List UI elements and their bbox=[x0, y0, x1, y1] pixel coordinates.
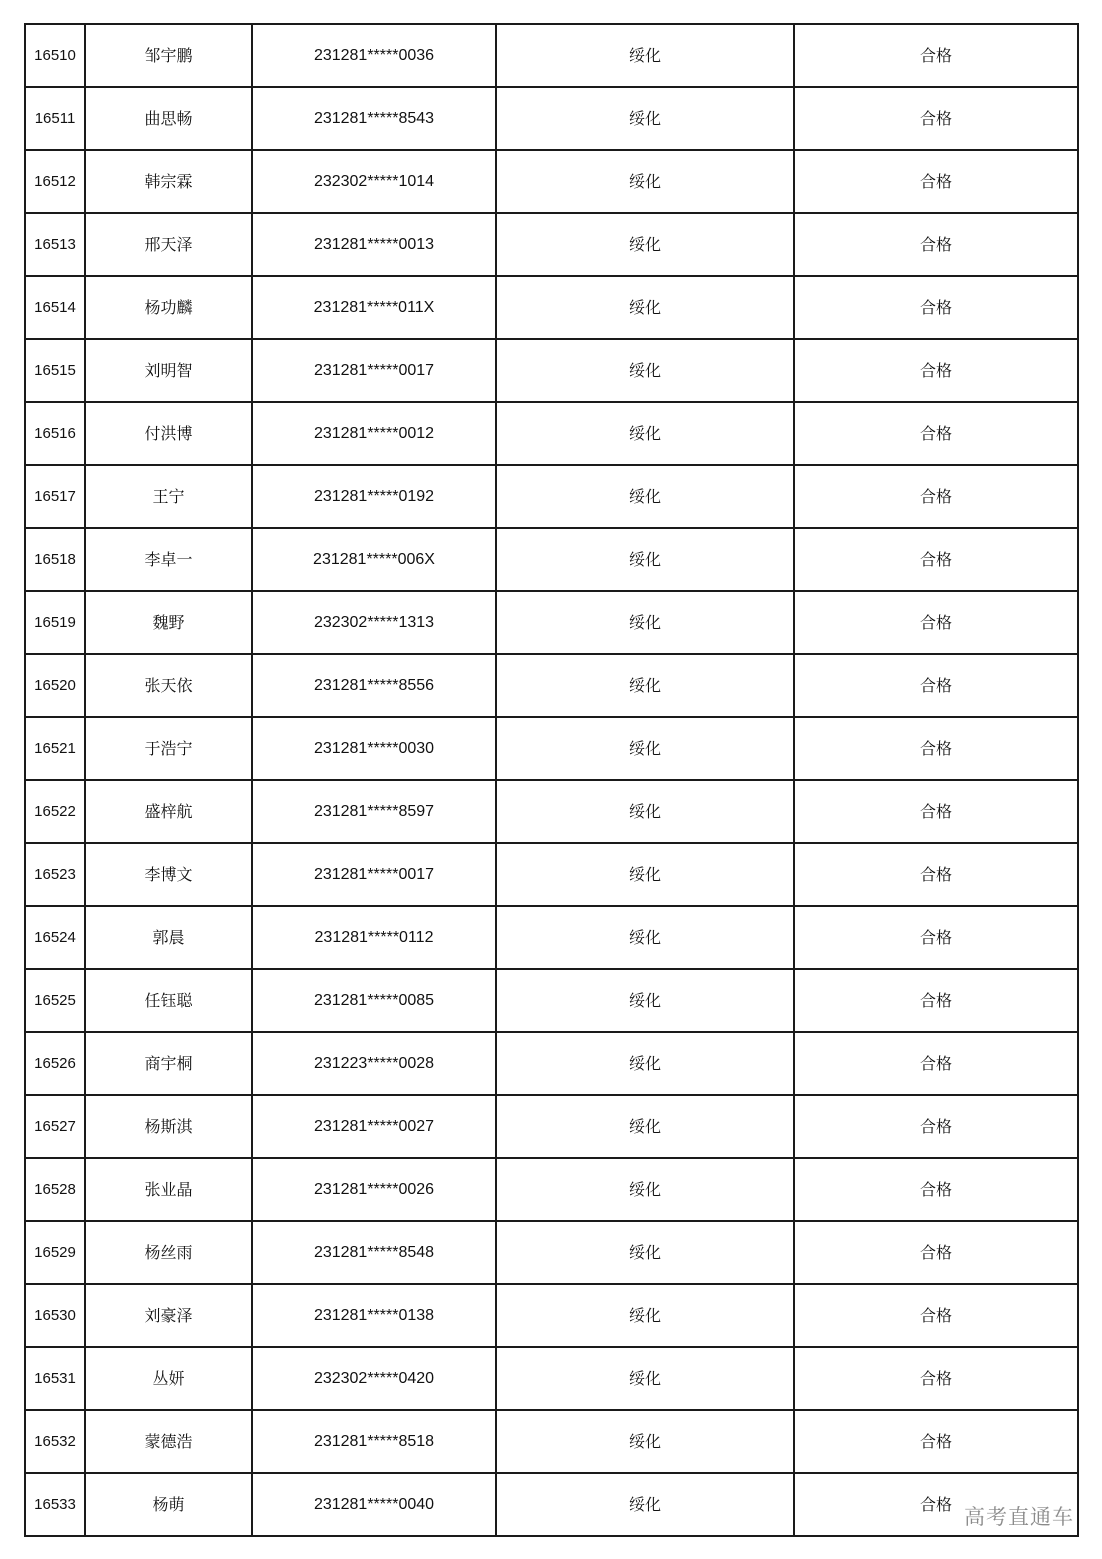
id-number-cell: 231223*****0028 bbox=[252, 1032, 496, 1095]
name-cell: 于浩宁 bbox=[85, 717, 252, 780]
result-cell: 合格 bbox=[794, 969, 1078, 1032]
name-cell: 杨功麟 bbox=[85, 276, 252, 339]
id-number-cell: 231281*****011X bbox=[252, 276, 496, 339]
name-cell: 李卓一 bbox=[85, 528, 252, 591]
city-cell: 绥化 bbox=[496, 780, 794, 843]
id-number-cell: 232302*****1313 bbox=[252, 591, 496, 654]
serial-number-cell: 16529 bbox=[25, 1221, 85, 1284]
serial-number-cell: 16520 bbox=[25, 654, 85, 717]
serial-number-cell: 16524 bbox=[25, 906, 85, 969]
name-cell: 刘豪泽 bbox=[85, 1284, 252, 1347]
name-cell: 张天依 bbox=[85, 654, 252, 717]
table-row bbox=[25, 1473, 1078, 1536]
table-row bbox=[25, 780, 1078, 843]
roster-sheet bbox=[24, 23, 1077, 1537]
city-cell: 绥化 bbox=[496, 1095, 794, 1158]
serial-number-cell: 16526 bbox=[25, 1032, 85, 1095]
serial-number-cell: 16523 bbox=[25, 843, 85, 906]
id-number-cell: 231281*****0112 bbox=[252, 906, 496, 969]
result-cell: 合格 bbox=[794, 24, 1078, 87]
table-row bbox=[25, 87, 1078, 150]
name-cell: 丛妍 bbox=[85, 1347, 252, 1410]
id-number-cell: 231281*****8518 bbox=[252, 1410, 496, 1473]
result-cell: 合格 bbox=[794, 1032, 1078, 1095]
city-cell: 绥化 bbox=[496, 591, 794, 654]
city-cell: 绥化 bbox=[496, 1032, 794, 1095]
name-cell: 郭晨 bbox=[85, 906, 252, 969]
id-number-cell: 231281*****0138 bbox=[252, 1284, 496, 1347]
serial-number-cell: 16518 bbox=[25, 528, 85, 591]
name-cell: 杨斯淇 bbox=[85, 1095, 252, 1158]
serial-number-cell: 16514 bbox=[25, 276, 85, 339]
table-row bbox=[25, 213, 1078, 276]
id-number-cell: 231281*****0085 bbox=[252, 969, 496, 1032]
name-cell: 张业晶 bbox=[85, 1158, 252, 1221]
name-cell: 蒙德浩 bbox=[85, 1410, 252, 1473]
city-cell: 绥化 bbox=[496, 906, 794, 969]
serial-number-cell: 16513 bbox=[25, 213, 85, 276]
id-number-cell: 231281*****0192 bbox=[252, 465, 496, 528]
city-cell: 绥化 bbox=[496, 402, 794, 465]
id-number-cell: 231281*****0026 bbox=[252, 1158, 496, 1221]
id-number-cell: 231281*****0027 bbox=[252, 1095, 496, 1158]
result-cell: 合格 bbox=[794, 402, 1078, 465]
table-row bbox=[25, 150, 1078, 213]
table-row bbox=[25, 465, 1078, 528]
result-cell: 合格 bbox=[794, 465, 1078, 528]
result-cell: 合格 bbox=[794, 1347, 1078, 1410]
name-cell: 付洪博 bbox=[85, 402, 252, 465]
id-number-cell: 232302*****1014 bbox=[252, 150, 496, 213]
city-cell: 绥化 bbox=[496, 150, 794, 213]
table-row bbox=[25, 591, 1078, 654]
city-cell: 绥化 bbox=[496, 339, 794, 402]
table-row bbox=[25, 1095, 1078, 1158]
city-cell: 绥化 bbox=[496, 1410, 794, 1473]
serial-number-cell: 16533 bbox=[25, 1473, 85, 1536]
result-cell: 合格 bbox=[794, 276, 1078, 339]
result-cell: 合格 bbox=[794, 906, 1078, 969]
name-cell: 韩宗霖 bbox=[85, 150, 252, 213]
city-cell: 绥化 bbox=[496, 969, 794, 1032]
result-cell: 合格 bbox=[794, 843, 1078, 906]
id-number-cell: 231281*****8556 bbox=[252, 654, 496, 717]
table-row bbox=[25, 276, 1078, 339]
city-cell: 绥化 bbox=[496, 843, 794, 906]
name-cell: 李博文 bbox=[85, 843, 252, 906]
result-cell: 合格 bbox=[794, 1095, 1078, 1158]
result-cell: 合格 bbox=[794, 780, 1078, 843]
serial-number-cell: 16512 bbox=[25, 150, 85, 213]
result-cell: 合格 bbox=[794, 591, 1078, 654]
table-row bbox=[25, 528, 1078, 591]
city-cell: 绥化 bbox=[496, 87, 794, 150]
table-row bbox=[25, 717, 1078, 780]
city-cell: 绥化 bbox=[496, 528, 794, 591]
result-cell: 合格 bbox=[794, 717, 1078, 780]
city-cell: 绥化 bbox=[496, 1473, 794, 1536]
city-cell: 绥化 bbox=[496, 1158, 794, 1221]
serial-number-cell: 16531 bbox=[25, 1347, 85, 1410]
result-cell: 合格 bbox=[794, 1284, 1078, 1347]
id-number-cell: 231281*****8548 bbox=[252, 1221, 496, 1284]
serial-number-cell: 16519 bbox=[25, 591, 85, 654]
id-number-cell: 231281*****0040 bbox=[252, 1473, 496, 1536]
name-cell: 杨萌 bbox=[85, 1473, 252, 1536]
serial-number-cell: 16528 bbox=[25, 1158, 85, 1221]
city-cell: 绥化 bbox=[496, 1284, 794, 1347]
id-number-cell: 231281*****8597 bbox=[252, 780, 496, 843]
name-cell: 曲思畅 bbox=[85, 87, 252, 150]
result-cell: 合格 bbox=[794, 150, 1078, 213]
result-cell: 合格 bbox=[794, 213, 1078, 276]
name-cell: 邹宇鹏 bbox=[85, 24, 252, 87]
roster-table bbox=[24, 23, 1079, 1537]
id-number-cell: 231281*****0013 bbox=[252, 213, 496, 276]
city-cell: 绥化 bbox=[496, 213, 794, 276]
table-row bbox=[25, 1410, 1078, 1473]
serial-number-cell: 16517 bbox=[25, 465, 85, 528]
serial-number-cell: 16525 bbox=[25, 969, 85, 1032]
serial-number-cell: 16510 bbox=[25, 24, 85, 87]
id-number-cell: 231281*****006X bbox=[252, 528, 496, 591]
watermark: 高考直通车 bbox=[962, 1501, 1076, 1531]
serial-number-cell: 16515 bbox=[25, 339, 85, 402]
id-number-cell: 231281*****0017 bbox=[252, 339, 496, 402]
serial-number-cell: 16527 bbox=[25, 1095, 85, 1158]
name-cell: 魏野 bbox=[85, 591, 252, 654]
serial-number-cell: 16530 bbox=[25, 1284, 85, 1347]
serial-number-cell: 16522 bbox=[25, 780, 85, 843]
name-cell: 盛梓航 bbox=[85, 780, 252, 843]
id-number-cell: 232302*****0420 bbox=[252, 1347, 496, 1410]
city-cell: 绥化 bbox=[496, 1347, 794, 1410]
city-cell: 绥化 bbox=[496, 654, 794, 717]
table-row bbox=[25, 843, 1078, 906]
name-cell: 任钰聪 bbox=[85, 969, 252, 1032]
city-cell: 绥化 bbox=[496, 465, 794, 528]
city-cell: 绥化 bbox=[496, 1221, 794, 1284]
table-row bbox=[25, 654, 1078, 717]
table-row bbox=[25, 1347, 1078, 1410]
table-row bbox=[25, 1158, 1078, 1221]
table-row bbox=[25, 1284, 1078, 1347]
result-cell: 合格 bbox=[794, 339, 1078, 402]
serial-number-cell: 16511 bbox=[25, 87, 85, 150]
result-cell: 合格 bbox=[794, 1473, 1078, 1536]
serial-number-cell: 16532 bbox=[25, 1410, 85, 1473]
result-cell: 合格 bbox=[794, 87, 1078, 150]
name-cell: 王宁 bbox=[85, 465, 252, 528]
table-row bbox=[25, 906, 1078, 969]
name-cell: 杨丝雨 bbox=[85, 1221, 252, 1284]
result-cell: 合格 bbox=[794, 1158, 1078, 1221]
city-cell: 绥化 bbox=[496, 717, 794, 780]
result-cell: 合格 bbox=[794, 1221, 1078, 1284]
name-cell: 邢天泽 bbox=[85, 213, 252, 276]
id-number-cell: 231281*****0036 bbox=[252, 24, 496, 87]
serial-number-cell: 16521 bbox=[25, 717, 85, 780]
result-cell: 合格 bbox=[794, 1410, 1078, 1473]
id-number-cell: 231281*****0030 bbox=[252, 717, 496, 780]
id-number-cell: 231281*****0012 bbox=[252, 402, 496, 465]
table-row bbox=[25, 402, 1078, 465]
table-row bbox=[25, 339, 1078, 402]
name-cell: 刘明智 bbox=[85, 339, 252, 402]
city-cell: 绥化 bbox=[496, 24, 794, 87]
table-row bbox=[25, 24, 1078, 87]
id-number-cell: 231281*****8543 bbox=[252, 87, 496, 150]
id-number-cell: 231281*****0017 bbox=[252, 843, 496, 906]
table-row bbox=[25, 1032, 1078, 1095]
city-cell: 绥化 bbox=[496, 276, 794, 339]
name-cell: 商宇桐 bbox=[85, 1032, 252, 1095]
table-row bbox=[25, 969, 1078, 1032]
table-row bbox=[25, 1221, 1078, 1284]
serial-number-cell: 16516 bbox=[25, 402, 85, 465]
result-cell: 合格 bbox=[794, 654, 1078, 717]
result-cell: 合格 bbox=[794, 528, 1078, 591]
roster-body bbox=[25, 24, 1078, 1536]
